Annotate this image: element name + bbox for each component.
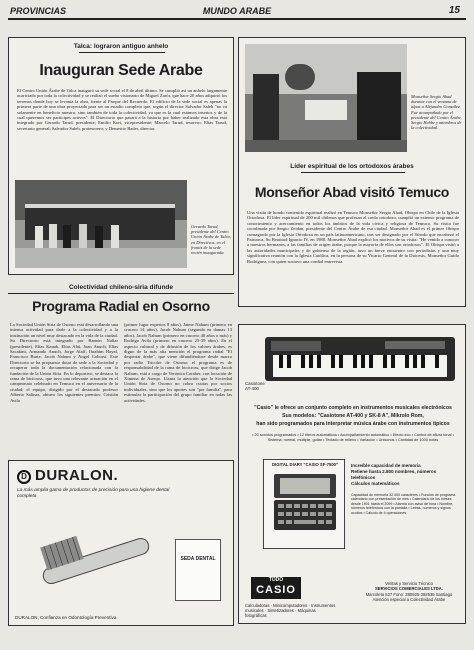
diary-feature-list xyxy=(351,463,459,487)
kicker-rule xyxy=(301,172,405,173)
photo-caption: Monseñor Sergio Abad durante con el ventana de alpas a Alejandro González. Fue acompañado por el presidente del Centro Árabe, Sergio Hebbe y miembros de la colectividad. xyxy=(411,94,462,131)
casio-logo xyxy=(251,577,301,599)
article-body-col1: La Sociedad Unión Siria de Osorno está desarrollando una intensa actividad para darle a la colectividad y a la institución un nivel muy destacado en la vida de la ciudad. Su Directorio está integrado por Ramón Nallar (presidente), Elías Kauak, Elías Ahú, Juan Anuch, Elías Sacakini, Armando Anuch, Jorge Alaff, Ibrahim Hayal, Francisco Burte, Jacob Nahum y Angel Coborsi. Este Directorio se ha propuesto dotar de sede a la Sociedad y recuperar toda la documentación relacionada con la fundación de la Unión Siria. En lo deportivo, se destaca la rama de bicicross, que tuvo una relevante actuación en el campeonato celebrado en Temuco en el aniversario de la ciudad; el equipo, dirigido por el destacado profesor Alberto Salinas, obtuvo los siguientes premios: Cristián Avila xyxy=(10,322,118,403)
article-kicker: Colectividad chileno-siria difunde xyxy=(68,284,174,291)
floss-box-icon xyxy=(175,539,221,601)
publication-name: MUNDO ARABE xyxy=(202,6,272,16)
keyboard-icon xyxy=(265,337,455,381)
article-body-col2: (primer lugar expertos 8 años), Jaime Nahum (primero en crucero 14 años), Jacob Nahum (segunda en damas 13 años), Jacob Nahum (primero en crucero 40 años o más) y Rodrigo Avila (primero en crucero 25-39 años). En el aspecto cultural y de difusión de los valores árabes, es digno de la más alta mención el programa radial "El despertar árabe", que viene difundiéndose desde marzo por radio Tricolor de Osorno; el programa es de responsabilidad de la rama de bicicross, que dirige Jacob Nahum, está a cargo de Verónica Caraber, con locución de Ximena de Asenjo. Llama la atención que la Sociedad Unión Siria de Osorno no cobra cuotas por socios individuales, sino que los aportes son "por familia", para estimular la participación del grupo familiar en todas las actividades. xyxy=(124,322,232,403)
dealer-line: Atención especial a Colectividad Árabe xyxy=(372,597,446,603)
dealer-info xyxy=(357,581,461,603)
photo-caption: Gerardo Tarud, presidente del Centro Unión Árabe de Talca, en Directivos, en el frontis de la sede recién inaugurada. xyxy=(191,224,231,256)
page-number: 15 xyxy=(448,5,460,16)
ad-intro: "Casio" le ofrece un conjunto completo en instrumentos musicales electrónicos xyxy=(254,405,452,411)
duralon-logo-icon: D xyxy=(17,470,31,484)
diary-label: DIGITAL DIARY "CASIO SF-7500" xyxy=(272,462,338,467)
keyboard-features: • 20 sonidos programados • 12 ritmos automáticos • Acompañamiento automático • Efecto eco • Control de altura tonal • Sistema: normal, multiple, guitar • Teclado de relleno • Variación • Unisonos • Cantidad de 1000 notas xyxy=(252,433,454,442)
article-body: El Centro Unión Árabe de Talca inauguró su sede social el 8 de abril último. Se cumplió así un anhelo largamente acariciado por toda la colectividad y se realizó el sueño visionario de Miguel Zarör, que hace 20 años adquirió los terrenos donde hoy se levanta la obra, frente al Parque del Recuerdo. El edificio de la sede social es apenas la primera parte de una obra proyectada para ser un estadio completo que, según el director Salvador Saleh "no va solamente en beneficio nuestro, sino también de toda la colectividad, ya que es la cual estamos insertos y de la cual queremos ser partícipes activos". El Directorio que pasará a la historia por haber realizado esta obra está integrado por Gerardo Tarud, presidente; Emilio Kort, vicepresidente; Marcelo Tarud, tesorero; Elías Tarud, secretario general; Salvador Saleh, protesorero; y Demetrio Bader, director. xyxy=(17,88,227,131)
diary-feature: Cálculos matemáticos xyxy=(351,481,400,486)
logo-top-text: TODO xyxy=(268,577,284,583)
digital-diary-box xyxy=(263,459,345,549)
article-osorno xyxy=(8,278,234,454)
article-kicker: Talca: lograron antiguo anhelo xyxy=(73,43,169,50)
ad-footer: DURALON, Confianza en Odontología Preventiva xyxy=(15,615,117,620)
article-temuco xyxy=(238,37,466,307)
keyboard-model-label: Casiotone AT-400 xyxy=(245,381,265,391)
casio-products: Calculadoras · Minicomputadores · Instrumentos musicales · Sintetizadores · Máquinas fotográficas xyxy=(245,603,336,618)
header-rule xyxy=(8,18,466,20)
brand-name: DURALON. xyxy=(35,467,119,484)
floss-box-label: SEDA DENTAL xyxy=(180,556,216,562)
dealer-line: Marcoleta 527 Fono: 380925-392539 Santiago xyxy=(365,591,453,597)
logo-text: CASIO xyxy=(256,584,296,596)
article-kicker: Líder espiritual de los ortodoxos árabes xyxy=(290,163,414,170)
diary-details: Capacidad de memoria 32.000 caracteres • Función de programa calendario con presentación de mes • Calendario de los meses desde 1901 hasta el 2099 • Alarma con aviso de hora • Nombre, números telefónicos con la pantalla • Letras, números y signos ocultos • Cálculo de 4 operaciones xyxy=(351,493,456,515)
article-headline: Inauguran Sede Arabe xyxy=(39,62,203,79)
article-body: Una visita de hondo contenido espiritual realizó en Temuco Monseñor Sergio Abad, Obispo en Chile de la Iglesia Ortodoxa. El líder espiritual de 200 mil chilenos que profesan el credo ortodoxo, cumplió un extenso programa de conocimiento y acercamiento en todos los ámbitos de la vida cívica y religiosa de Temuco. Su visita fue coordinada por Sergio Zeidan, presidente del Centro Árabe de esa ciudad. Monseñor Abad es el primer Obispo consagrado por la Iglesia Ortodoxa en un país latinoamericano, tras ser designado por el Sínodo que encabezó el Patriarca, Su Beatitud Ignacio IV, en 1988. Monseñor Abad explicó los motivos de su visita: "He venido a conocer a nuestros hermanos, a las familias de origen árabe, porque la mayoría de ellos son ortodoxos". El Obispo visitó a las autoridades municipales y de gobierno de la región, tuvo un breve encuentro con periodistas y una muy significativa reunión con la Iglesia Católica, en la persona de su Vicario General de la Diócesis, Monseñor Guido Rodríguez, con quien sostuvo una cordial entrevista. xyxy=(247,210,459,264)
kicker-rule xyxy=(8,293,234,294)
monsenor-abad-photo xyxy=(245,44,407,152)
article-headline: Monseñor Abad visitó Temuco xyxy=(254,184,450,200)
kicker-rule xyxy=(79,52,165,53)
diary-feature: Increíble capacidad de memoria xyxy=(351,463,421,468)
toothbrush-icon xyxy=(21,513,171,593)
article-headline: Programa Radial en Osorno xyxy=(32,298,210,314)
dealer-line: SERVICIOS COMERCIALES LTDA. xyxy=(374,586,443,592)
ad-tagline: La más amplia gama de productos de precisión para una higiene dental completa xyxy=(17,488,170,499)
talca-sede-photo xyxy=(15,180,187,268)
duralon-ad xyxy=(8,460,234,626)
diary-feature: Retiene hasta 2.800 nombres, números telefónicos xyxy=(351,469,437,480)
digital-diary-icon xyxy=(272,472,338,532)
section-name: PROVINCIAS xyxy=(10,6,67,16)
article-talca xyxy=(8,37,234,275)
casio-ad xyxy=(238,324,466,624)
ad-tagline: han sido programados para interpretar música árabe con instrumentos típicos xyxy=(256,421,450,427)
dealer-line: Ventas y Servicio Técnico xyxy=(385,581,433,586)
ad-models: Sus modelos: "Casiotone AT-400 y SK-8 A", Mikrolo Rom, xyxy=(282,413,424,419)
